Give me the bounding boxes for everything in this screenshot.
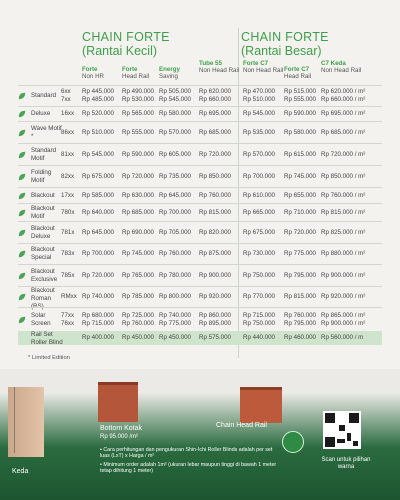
column-header-title: Energy (159, 66, 180, 73)
price-cell: Rp 770.000 (243, 293, 275, 300)
table-row (18, 221, 382, 243)
price-cell: Rp 610.000 (243, 191, 275, 199)
price-cell: Rp 675.000 (243, 228, 275, 236)
price-cell: Rp 645.000 (82, 228, 114, 236)
price-cell: Rp 760.000 Rp 795.000 (284, 311, 316, 327)
price-cell: Rp 470.000 Rp 510.000 (243, 88, 275, 103)
row-product-code: 780x (61, 208, 75, 216)
row-product-name: Standard (31, 92, 57, 99)
price-cell: Rp 920.000 (199, 293, 231, 300)
price-cell: Rp 520.000 (82, 110, 114, 117)
bullet-measurement-text: Cara perhitungan dan pengukuran Shin-Ichi Roller Blinds adalah per set luas (LxT) x Harga / m² (100, 447, 273, 460)
table-row (18, 165, 382, 187)
table-row (18, 143, 382, 165)
row-product-name: Solar Screen (31, 311, 51, 327)
column-header-subtitle: Non Head Rail (321, 67, 362, 74)
price-cell: Rp 630.000 (122, 191, 154, 199)
table-row (18, 203, 382, 221)
table-row (18, 307, 382, 331)
price-cell: Rp 695.000 / m² (321, 110, 366, 117)
leaf-icon (18, 229, 26, 237)
chain-head-rail-label: Chain Head Rail (216, 422, 267, 429)
column-header-subtitle: Non Head Rail (199, 67, 240, 74)
price-cell: Rp 440.000 (243, 334, 275, 341)
price-cell: Rp 620.000 / m² Rp 660.000 / m² (321, 88, 366, 103)
bottom-kotak-price: Rp 95.000 /m² (100, 434, 139, 440)
column-header-subtitle: Head Rail (122, 73, 150, 80)
price-cell: Rp 680.000 Rp 715.000 (82, 311, 114, 327)
table-row (18, 187, 382, 203)
column-header (159, 66, 180, 80)
price-cell: Rp 685.000 (122, 208, 154, 216)
price-cell: Rp 655.000 (284, 191, 316, 199)
column-header (284, 66, 311, 80)
price-cell: Rp 605.000 (159, 150, 191, 158)
chain-image (14, 387, 15, 453)
price-cell: Rp 760.000 / m² (321, 191, 366, 199)
price-cell: Rp 760.000 (199, 191, 231, 199)
price-cell: Rp 715.000 Rp 750.000 (243, 311, 275, 327)
price-cell: Rp 875.000 (199, 250, 231, 257)
price-cell: Rp 450.000 (159, 334, 191, 341)
price-cell: Rp 565.000 (122, 110, 154, 117)
leaf-icon (18, 110, 26, 118)
price-cell: Rp 900.000 / m² (321, 271, 366, 279)
price-cell: Rp 505.000 Rp 545.000 (159, 88, 191, 103)
price-cell: Rp 740.000 Rp 775.000 (159, 311, 191, 327)
column-header-subtitle: Saving (159, 73, 178, 80)
column-header (122, 66, 149, 80)
price-cell: Rp 590.000 (122, 150, 154, 158)
table-row (18, 264, 382, 286)
price-cell: Rp 615.000 (284, 150, 316, 158)
price-cell: Rp 735.000 (159, 172, 191, 180)
leaf-icon (18, 129, 26, 137)
price-cell: Rp 560.000 / m (321, 334, 364, 341)
price-cell: Rp 445.000 Rp 485.000 (82, 88, 114, 103)
price-cell: Rp 590.000 (284, 110, 316, 117)
price-cell: Rp 720.000 (122, 172, 154, 180)
keda-label: Keda (12, 468, 29, 475)
table-row (18, 106, 382, 121)
price-cell: Rp 815.000 (284, 293, 316, 300)
row-product-code: 781x (61, 228, 75, 236)
price-cell: Rp 860.000 Rp 895.000 (199, 311, 231, 327)
price-cell: Rp 740.000 (82, 293, 114, 300)
price-cell: Rp 695.000 (199, 110, 231, 117)
price-cell: Rp 730.000 (243, 250, 275, 257)
price-cell: Rp 675.000 (82, 172, 114, 180)
leaf-icon (18, 92, 26, 100)
chain-forte-small-heading (82, 30, 170, 58)
price-cell: Rp 720.000 (284, 228, 316, 236)
row-product-name: Blackout Roman (RS) (31, 287, 55, 310)
price-cell: Rp 760.000 (159, 250, 191, 257)
product-photo-section (0, 369, 400, 500)
price-cell: Rp 570.000 (159, 128, 191, 136)
bottom-kotak-image (98, 382, 138, 422)
price-cell: Rp 620.000 Rp 660.000 (199, 88, 231, 103)
row-product-name: Deluxe (31, 110, 51, 117)
limited-edition-note: * Limited Edition (28, 355, 70, 361)
leaf-icon (18, 192, 26, 200)
row-product-name: Blackout Motif (31, 204, 55, 220)
price-cell: Rp 720.000 / m² (321, 150, 366, 158)
price-cell: Rp 545.000 (243, 110, 275, 117)
price-cell: Rp 700.000 (82, 250, 114, 257)
left-group-title: CHAIN FORTE (82, 30, 170, 44)
price-cell: Rp 555.000 (122, 128, 154, 136)
price-cell: Rp 580.000 (159, 110, 191, 117)
row-product-code: 16xx (61, 110, 75, 117)
price-cell: Rp 720.000 (82, 271, 114, 279)
table-row (18, 331, 382, 345)
column-header-title: Forte C7 (284, 66, 310, 73)
certification-badge-icon (282, 431, 304, 453)
price-cell: Rp 490.000 Rp 530.000 (122, 88, 154, 103)
leaf-icon (18, 250, 26, 258)
leaf-icon (18, 173, 26, 181)
column-header (243, 60, 283, 74)
price-cell: Rp 640.000 (82, 208, 114, 216)
row-product-code: 783x (61, 250, 75, 257)
price-cell: Rp 765.000 (122, 271, 154, 279)
row-product-name: Blackout (31, 191, 55, 199)
row-product-name: Rail Set Roller Blind (31, 331, 63, 346)
bullet-minimum-order: • Minimum order adalah 1m² (ukuran lebar maupun tinggi di bawah 1 meter tetap dihitung 1 meter) (100, 462, 277, 475)
qr-code-icon[interactable] (323, 411, 361, 449)
price-cell: Rp 460.000 (284, 334, 316, 341)
left-group-subtitle: (Rantai Kecil) (82, 44, 158, 58)
column-header (82, 66, 104, 80)
table-row (18, 121, 382, 143)
price-cell: Rp 545.000 (82, 150, 114, 158)
price-cell: Rp 825.000 / m² (321, 228, 366, 236)
price-cell: Rp 780.000 (159, 271, 191, 279)
price-cell: Rp 745.000 (122, 250, 154, 257)
price-cell: Rp 850.000 (199, 172, 231, 180)
row-product-name: Standard Motif (31, 146, 57, 162)
leaf-icon (18, 272, 26, 280)
column-header-subtitle: Non HR (82, 73, 105, 80)
price-cell: Rp 535.000 (243, 128, 275, 136)
right-group-subtitle: (Rantai Besar) (241, 44, 322, 58)
row-product-code: 82xx (61, 172, 75, 180)
leaf-icon (18, 293, 26, 301)
row-product-name: Blackout Deluxe (31, 224, 55, 240)
table-row (18, 286, 382, 310)
right-group-title: CHAIN FORTE (241, 30, 329, 44)
price-cell: Rp 750.000 (243, 271, 275, 279)
column-header-subtitle: Head Rail (284, 73, 312, 80)
price-cell: Rp 745.000 (284, 172, 316, 180)
leaf-icon (18, 316, 26, 324)
row-product-code: RMxx (61, 293, 77, 300)
price-cell: Rp 570.000 (243, 150, 275, 158)
price-cell: Rp 685.000 / m² (321, 128, 366, 136)
price-cell: Rp 705.000 (159, 228, 191, 236)
column-header (199, 60, 239, 74)
price-cell: Rp 820.000 (199, 228, 231, 236)
column-header-title: Forte (82, 66, 98, 73)
price-cell: Rp 585.000 (82, 191, 114, 199)
row-product-code: 17xx (61, 191, 75, 199)
column-header-subtitle: Non Head Rail (243, 67, 284, 74)
price-cell: Rp 880.000 / m² (321, 250, 366, 257)
bottom-kotak-label: Bottom Kotak (100, 425, 143, 432)
price-cell: Rp 575.000 (199, 334, 231, 341)
price-cell: Rp 725.000 Rp 760.000 (122, 311, 154, 327)
row-product-code: 6xx 7xx (61, 88, 71, 103)
column-header-title: C7 Keda (321, 60, 346, 67)
column-header-title: Tube 55 (199, 60, 222, 67)
leaf-icon (18, 151, 26, 159)
price-cell: Rp 690.000 (122, 228, 154, 236)
price-cell: Rp 665.000 (243, 208, 275, 216)
row-product-code: 86xx (61, 128, 75, 136)
price-cell: Rp 700.000 (243, 172, 275, 180)
price-cell: Rp 510.000 (82, 128, 114, 136)
price-cell: Rp 800.000 (159, 293, 191, 300)
price-cell: Rp 700.000 (159, 208, 191, 216)
row-product-name: Blackout Exclusive (31, 267, 58, 283)
price-cell: Rp 850.000 / m² (321, 172, 366, 180)
table-row (18, 85, 382, 106)
price-cell: Rp 685.000 (199, 128, 231, 136)
row-product-name: Wave Motif * (31, 124, 62, 140)
row-product-code: 785x (61, 271, 75, 279)
price-cell: Rp 580.000 (284, 128, 316, 136)
table-row (18, 243, 382, 264)
chain-head-rail-image (240, 387, 282, 423)
price-cell: Rp 900.000 (199, 271, 231, 279)
bullet-minimum-order-text: Minimum order adalah 1m² (ukuran lebar maupun tinggi di bawah 1 meter tetap dihitung 1 meter) (100, 462, 277, 475)
price-cell: Rp 815.000 (199, 208, 231, 216)
column-header-title: Forte (122, 66, 138, 73)
column-header-title: Forte C7 (243, 60, 269, 67)
price-cell: Rp 795.000 (284, 271, 316, 279)
price-cell: Rp 865.000 / m² Rp 900.000 / m² (321, 311, 366, 327)
price-cell: Rp 515.000 Rp 555.000 (284, 88, 316, 103)
price-cell: Rp 720.000 (199, 150, 231, 158)
price-cell: Rp 920.000 / m² (321, 293, 366, 300)
price-cell: Rp 450.000 (122, 334, 154, 341)
row-product-code: 81xx (61, 150, 75, 158)
row-product-name: Folding Motif (31, 168, 52, 184)
chain-forte-large-heading (241, 30, 329, 58)
price-cell: Rp 815.000 / m² (321, 208, 366, 216)
scan-caption: Scan untuk pilihan warna (321, 457, 371, 470)
price-cell: Rp 710.000 (284, 208, 316, 216)
row-product-code: 77xx 76xx (61, 311, 75, 327)
price-cell: Rp 775.000 (284, 250, 316, 257)
row-product-name: Blackout Special (31, 246, 55, 261)
price-cell: Rp 785.000 (122, 293, 154, 300)
column-header (321, 60, 361, 74)
leaf-icon (18, 209, 26, 217)
bullet-measurement: • Cara perhitungan dan pengukuran Shin-Ichi Roller Blinds adalah per set luas (LxT) x Harga / m² (100, 447, 273, 460)
price-cell: Rp 400.000 (82, 334, 114, 341)
price-cell: Rp 645.000 (159, 191, 191, 199)
